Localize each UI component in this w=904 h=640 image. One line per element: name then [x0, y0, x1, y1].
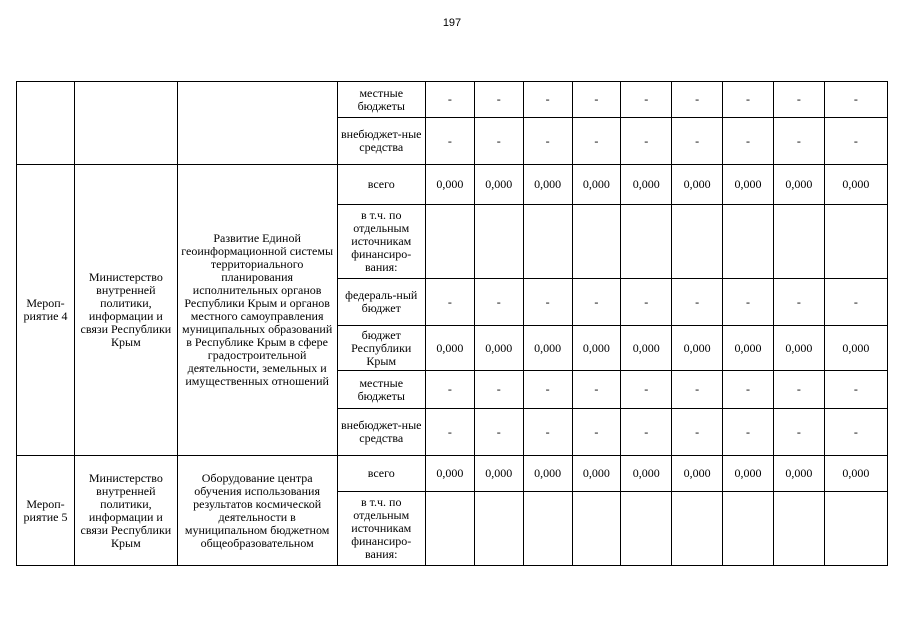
value-cell: - — [572, 279, 621, 326]
value-cell: - — [621, 82, 672, 118]
measure-label-cell — [17, 82, 75, 165]
value-cell: - — [773, 118, 824, 165]
value-cell: - — [723, 371, 774, 409]
value-cell: 0,000 — [824, 165, 887, 205]
value-cell — [572, 205, 621, 279]
value-cell: - — [426, 371, 475, 409]
value-cell: 0,000 — [426, 165, 475, 205]
funding-source-cell: в т.ч. по отдельным источникам финансиро-вания: — [337, 205, 426, 279]
value-cell: - — [824, 279, 887, 326]
value-cell — [723, 205, 774, 279]
funding-source-cell: местные бюджеты — [337, 82, 426, 118]
value-cell — [621, 492, 672, 566]
funding-source-cell: федераль-ный бюджет — [337, 279, 426, 326]
value-cell: 0,000 — [723, 456, 774, 492]
executor-cell — [74, 82, 177, 165]
value-cell: - — [824, 371, 887, 409]
value-cell — [621, 205, 672, 279]
value-cell: 0,000 — [426, 456, 475, 492]
value-cell — [523, 492, 572, 566]
value-cell: - — [621, 279, 672, 326]
value-cell: - — [723, 279, 774, 326]
value-cell: - — [621, 371, 672, 409]
value-cell — [824, 492, 887, 566]
value-cell: - — [523, 82, 572, 118]
value-cell — [824, 205, 887, 279]
value-cell: - — [474, 409, 523, 456]
value-cell: 0,000 — [474, 165, 523, 205]
value-cell: - — [723, 118, 774, 165]
value-cell: - — [773, 82, 824, 118]
page-number: 197 — [442, 17, 462, 29]
value-cell: - — [523, 118, 572, 165]
value-cell: 0,000 — [723, 326, 774, 371]
description-cell: Развитие Единой геоинформационной системы территориального планирования исполнительных органов Республики Крым и органов местного самоуправления муниципальных образований в Республике Крым в сфере градостроительной деятельности, земельных и имущественных отношений — [177, 165, 337, 456]
value-cell: 0,000 — [824, 326, 887, 371]
value-cell — [572, 492, 621, 566]
funding-source-cell: внебюджет-ные средства — [337, 118, 426, 165]
value-cell: - — [474, 279, 523, 326]
value-cell: - — [824, 409, 887, 456]
value-cell: 0,000 — [523, 165, 572, 205]
value-cell: 0,000 — [773, 326, 824, 371]
value-cell: - — [824, 118, 887, 165]
measure-label-cell: Мероп-риятие 5 — [17, 456, 75, 566]
value-cell: - — [621, 118, 672, 165]
value-cell: 0,000 — [523, 456, 572, 492]
value-cell: 0,000 — [474, 456, 523, 492]
value-cell — [672, 205, 723, 279]
budget-table — [16, 81, 888, 566]
value-cell: - — [672, 82, 723, 118]
value-cell: 0,000 — [426, 326, 475, 371]
value-cell: 0,000 — [572, 456, 621, 492]
description-cell — [177, 82, 337, 165]
value-cell: - — [426, 118, 475, 165]
table-row — [17, 82, 888, 118]
value-cell: - — [474, 118, 523, 165]
value-cell: - — [824, 82, 887, 118]
table-row — [17, 456, 888, 492]
value-cell: - — [523, 279, 572, 326]
value-cell — [474, 205, 523, 279]
executor-cell: Министерство внутренней политики, информации и связи Республики Крым — [74, 456, 177, 566]
value-cell — [773, 205, 824, 279]
funding-source-cell: всего — [337, 165, 426, 205]
value-cell: 0,000 — [621, 326, 672, 371]
value-cell: - — [773, 371, 824, 409]
value-cell: - — [723, 82, 774, 118]
measure-label-cell: Мероп-риятие 4 — [17, 165, 75, 456]
value-cell: - — [621, 409, 672, 456]
funding-source-cell: бюджет Республики Крым — [337, 326, 426, 371]
value-cell: - — [672, 118, 723, 165]
value-cell: 0,000 — [672, 456, 723, 492]
value-cell: - — [672, 409, 723, 456]
value-cell: - — [773, 279, 824, 326]
value-cell — [672, 492, 723, 566]
value-cell: - — [474, 371, 523, 409]
funding-source-cell: в т.ч. по отдельным источникам финансиро-вания: — [337, 492, 426, 566]
funding-source-cell: всего — [337, 456, 426, 492]
funding-source-cell: внебюджет-ные средства — [337, 409, 426, 456]
value-cell: 0,000 — [523, 326, 572, 371]
value-cell: - — [474, 82, 523, 118]
funding-source-cell: местные бюджеты — [337, 371, 426, 409]
value-cell: - — [672, 371, 723, 409]
value-cell: - — [672, 279, 723, 326]
executor-cell: Министерство внутренней политики, информации и связи Республики Крым — [74, 165, 177, 456]
value-cell: 0,000 — [474, 326, 523, 371]
value-cell: 0,000 — [572, 326, 621, 371]
value-cell: - — [426, 279, 475, 326]
value-cell — [474, 492, 523, 566]
value-cell: 0,000 — [621, 165, 672, 205]
value-cell: - — [426, 82, 475, 118]
value-cell: 0,000 — [672, 326, 723, 371]
value-cell: 0,000 — [672, 165, 723, 205]
value-cell — [523, 205, 572, 279]
value-cell: - — [426, 409, 475, 456]
value-cell: 0,000 — [824, 456, 887, 492]
description-cell: Оборудование центра обучения использования результатов космической деятельности в муниципальном бюджетном общеобразовательном — [177, 456, 337, 566]
value-cell: - — [773, 409, 824, 456]
table-row — [17, 165, 888, 205]
value-cell: - — [523, 409, 572, 456]
value-cell — [723, 492, 774, 566]
value-cell — [426, 492, 475, 566]
value-cell: 0,000 — [773, 456, 824, 492]
value-cell: - — [572, 82, 621, 118]
value-cell: 0,000 — [572, 165, 621, 205]
table-body — [17, 82, 888, 566]
value-cell: - — [572, 371, 621, 409]
value-cell — [426, 205, 475, 279]
value-cell: - — [572, 409, 621, 456]
value-cell: - — [523, 371, 572, 409]
value-cell: - — [572, 118, 621, 165]
value-cell: 0,000 — [723, 165, 774, 205]
value-cell: 0,000 — [773, 165, 824, 205]
value-cell: 0,000 — [621, 456, 672, 492]
value-cell: - — [723, 409, 774, 456]
value-cell — [773, 492, 824, 566]
